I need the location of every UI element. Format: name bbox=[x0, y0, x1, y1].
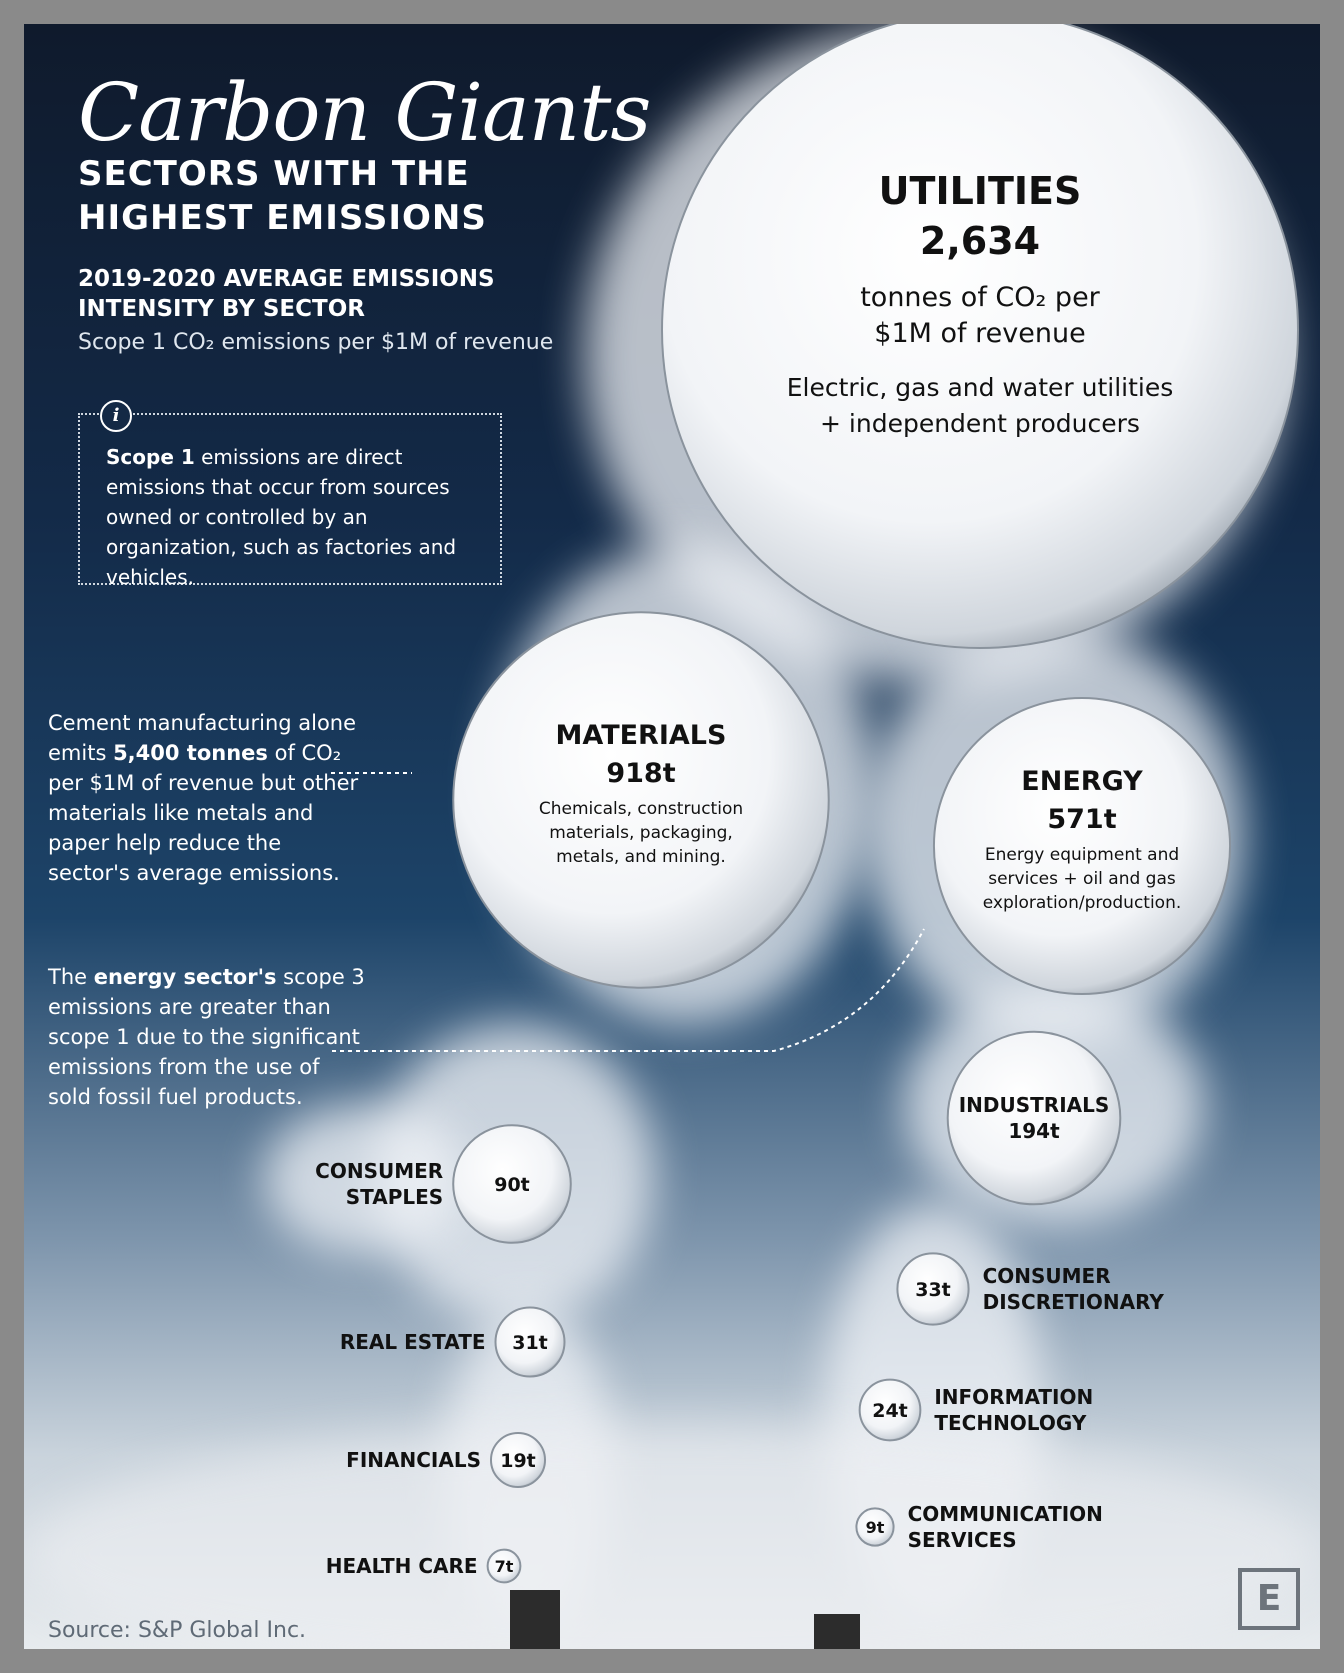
desc-energy-1: services + oil and gas bbox=[988, 869, 1176, 889]
label-industrials: INDUSTRIALS bbox=[958, 1093, 1110, 1117]
energy-note-pre: The bbox=[48, 965, 94, 989]
label-materials: MATERIALS bbox=[555, 720, 727, 751]
infographic-frame bbox=[24, 24, 1320, 1649]
label-real-estate-0: REAL ESTATE bbox=[339, 1330, 486, 1354]
desc-materials-1: materials, packaging, bbox=[549, 823, 733, 843]
bubble-industrials bbox=[948, 1032, 1121, 1205]
page-title: Carbon Giants bbox=[78, 66, 651, 159]
label-consumer-staples-1: STAPLES bbox=[345, 1185, 444, 1209]
label-consumer-staples-0: CONSUMER bbox=[315, 1159, 444, 1183]
page-subtitle bbox=[78, 152, 487, 240]
label-financials-0: FINANCIALS bbox=[346, 1448, 481, 1472]
energy-note-post: scope 3 emissions are greater than scope 1 due to the significant emissions from the use of sold fossil fuel products. bbox=[48, 965, 365, 1109]
label-information-technology-1: TECHNOLOGY bbox=[934, 1411, 1087, 1435]
label-communication-services-0: COMMUNICATION bbox=[907, 1502, 1103, 1526]
label-health-care-0: HEALTH CARE bbox=[325, 1554, 478, 1578]
desc-materials-2: metals, and mining. bbox=[556, 847, 726, 867]
chart-heading bbox=[78, 264, 495, 324]
label-utilities: UTILITIES bbox=[878, 169, 1082, 213]
scope-info-text bbox=[106, 442, 476, 592]
desc-utilities-0: Electric, gas and water utilities bbox=[786, 373, 1174, 402]
energy-note bbox=[48, 962, 368, 1112]
value-industrials: 194t bbox=[1008, 1119, 1060, 1143]
label-communication-services-1: SERVICES bbox=[907, 1528, 1017, 1552]
label-energy: ENERGY bbox=[1021, 766, 1143, 797]
energy-note-bold: energy sector's bbox=[93, 965, 277, 989]
value-information-technology: 24t bbox=[872, 1399, 908, 1422]
subtitle-line-1: SECTORS WITH THE bbox=[78, 154, 470, 194]
label-consumer-discretionary-0: CONSUMER bbox=[982, 1264, 1111, 1288]
desc-energy-0: Energy equipment and bbox=[984, 845, 1180, 865]
label-consumer-discretionary-1: DISCRETIONARY bbox=[982, 1290, 1164, 1314]
desc-utilities-1: + independent producers bbox=[820, 409, 1140, 438]
desc-energy-2: exploration/production. bbox=[982, 893, 1182, 913]
unit-utilities-0: tonnes of CO₂ per bbox=[860, 282, 1100, 313]
cement-note-pre: Cement manufacturing alone emits bbox=[48, 711, 357, 765]
subtitle-line-2: HIGHEST EMISSIONS bbox=[78, 198, 487, 238]
label-information-technology-0: INFORMATION bbox=[934, 1385, 1094, 1409]
cement-note bbox=[48, 708, 368, 888]
chart-heading-line-1: 2019-2020 AVERAGE EMISSIONS bbox=[78, 266, 495, 292]
cement-note-bold: 5,400 tonnes bbox=[113, 741, 268, 765]
value-health-care: 7t bbox=[494, 1556, 514, 1576]
value-consumer-staples: 90t bbox=[494, 1173, 530, 1196]
scope-info-bold: Scope 1 bbox=[106, 445, 195, 469]
value-utilities: 2,634 bbox=[919, 219, 1041, 263]
source-note: Source: S&P Global Inc. bbox=[48, 1618, 307, 1643]
info-icon: i bbox=[100, 400, 132, 432]
scope-info-body: emissions are direct emissions that occur from sources owned or controlled by an organization, such as factories and vehicles. bbox=[106, 445, 457, 589]
value-energy: 571t bbox=[1047, 804, 1117, 835]
value-materials: 918t bbox=[606, 758, 676, 789]
unit-utilities-1: $1M of revenue bbox=[874, 318, 1086, 349]
value-consumer-discretionary: 33t bbox=[915, 1278, 951, 1301]
chart-heading-line-2: INTENSITY BY SECTOR bbox=[78, 296, 365, 322]
publisher-logo: E bbox=[1238, 1568, 1300, 1630]
value-communication-services: 9t bbox=[865, 1517, 885, 1537]
value-financials: 19t bbox=[500, 1449, 536, 1472]
desc-materials-0: Chemicals, construction bbox=[538, 799, 744, 819]
value-real-estate: 31t bbox=[512, 1331, 548, 1354]
chart-subheading: Scope 1 CO₂ emissions per $1M of revenue bbox=[78, 330, 554, 355]
cement-note-post: of CO₂ per $1M of revenue but other materials like metals and paper help reduce the sector's average emissions. bbox=[48, 741, 359, 885]
